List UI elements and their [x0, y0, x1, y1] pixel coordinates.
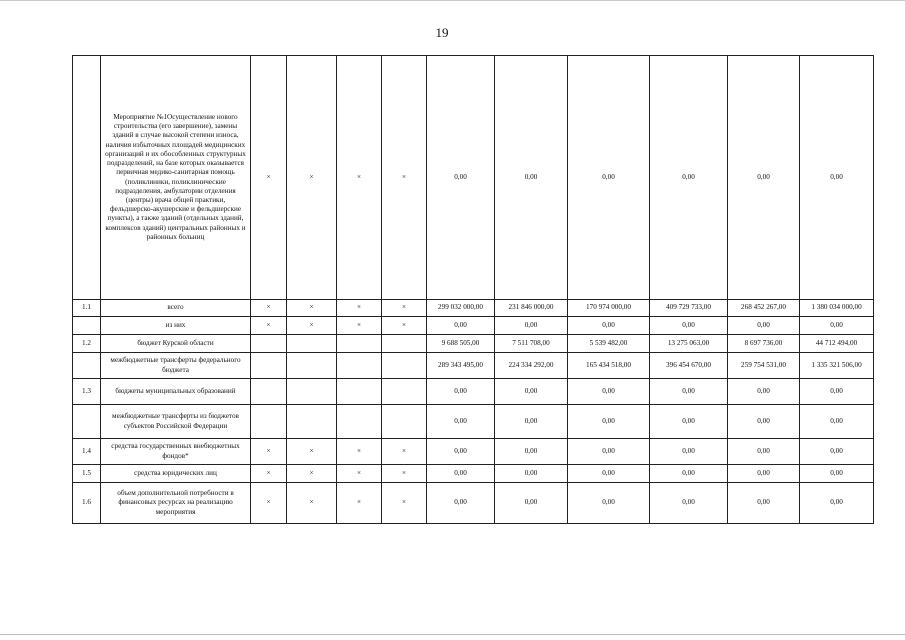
value-cell: 0,00 — [495, 405, 568, 439]
row-number-cell: 1.3 — [73, 379, 101, 405]
value-cell: 231 846 000,00 — [495, 300, 568, 317]
value-cell: 0,00 — [728, 405, 800, 439]
value-cell: 0,00 — [427, 379, 495, 405]
value-cell: 0,00 — [568, 56, 650, 300]
value-cell: 0,00 — [800, 405, 874, 439]
value-cell: 0,00 — [728, 465, 800, 483]
value-cell: 165 434 518,00 — [568, 353, 650, 379]
table-row — [73, 335, 874, 353]
row-label-cell: всего — [101, 300, 251, 317]
value-cell: 0,00 — [427, 405, 495, 439]
value-cell: 0,00 — [568, 465, 650, 483]
value-cell: 289 343 495,00 — [427, 353, 495, 379]
measure-title-cell: Мероприятие №1Осуществление нового строительства (его завершение), замены зданий в случае высокой степени износа, наличия избыточных площадей медицинских организаций и их обособленных структурных подразделений, на базе которых оказывается первичная медико-санитарная помощь (поликлиники, поликлинические подразделения, амбулатории отделения (центры) врача общей практики, фельдшерско-акушерские и фельдшерские пункты), а также зданий (отдельных зданий, комплексов зданий) центральных районных и районных больниц — [101, 56, 251, 300]
value-cell: 0,00 — [800, 483, 874, 524]
mark-cell: × — [251, 300, 287, 317]
table-row — [73, 465, 874, 483]
mark-cell: × — [382, 56, 427, 300]
value-cell: 0,00 — [495, 465, 568, 483]
value-cell: 7 511 708,00 — [495, 335, 568, 353]
value-cell: 0,00 — [728, 56, 800, 300]
value-cell: 0,00 — [728, 317, 800, 335]
value-cell: 268 452 267,00 — [728, 300, 800, 317]
mark-cell: × — [382, 483, 427, 524]
row-label-cell: объем дополнительной потребности в финансовых ресурсах на реализацию мероприятия — [101, 483, 251, 524]
value-cell: 299 032 000,00 — [427, 300, 495, 317]
value-cell: 0,00 — [650, 439, 728, 465]
mark-cell: × — [382, 465, 427, 483]
mark-cell — [251, 379, 287, 405]
table-row — [73, 439, 874, 465]
mark-cell: × — [337, 56, 382, 300]
bottom-border-line — [0, 634, 905, 635]
mark-cell — [251, 335, 287, 353]
mark-cell: × — [287, 300, 337, 317]
value-cell: 0,00 — [568, 405, 650, 439]
mark-cell: × — [251, 317, 287, 335]
value-cell: 224 334 292,00 — [495, 353, 568, 379]
mark-cell: × — [287, 317, 337, 335]
table-row — [73, 405, 874, 439]
mark-cell — [287, 353, 337, 379]
row-number-cell: 1.5 — [73, 465, 101, 483]
row-number-cell: 1.4 — [73, 439, 101, 465]
mark-cell: × — [251, 465, 287, 483]
value-cell: 8 697 736,00 — [728, 335, 800, 353]
row-label-cell: межбюджетные трансферты из бюджетов субъектов Российской Федерации — [101, 405, 251, 439]
value-cell: 0,00 — [800, 439, 874, 465]
mark-cell: × — [382, 439, 427, 465]
value-cell: 0,00 — [568, 483, 650, 524]
mark-cell — [287, 405, 337, 439]
value-cell: 0,00 — [495, 56, 568, 300]
value-cell: 0,00 — [427, 439, 495, 465]
value-cell: 170 974 000,00 — [568, 300, 650, 317]
value-cell: 0,00 — [800, 56, 874, 300]
table-row-measure-1 — [73, 56, 874, 300]
mark-cell: × — [251, 483, 287, 524]
value-cell: 0,00 — [800, 317, 874, 335]
value-cell: 5 539 482,00 — [568, 335, 650, 353]
mark-cell: × — [337, 317, 382, 335]
value-cell: 409 729 733,00 — [650, 300, 728, 317]
value-cell: 0,00 — [495, 379, 568, 405]
top-border-line — [0, 0, 905, 1]
table-row — [73, 353, 874, 379]
mark-cell — [382, 405, 427, 439]
value-cell: 0,00 — [495, 317, 568, 335]
value-cell: 259 754 531,00 — [728, 353, 800, 379]
value-cell: 1 335 321 506,00 — [800, 353, 874, 379]
value-cell: 0,00 — [427, 56, 495, 300]
table-row — [73, 483, 874, 524]
value-cell: 0,00 — [650, 56, 728, 300]
value-cell: 0,00 — [495, 483, 568, 524]
value-cell: 0,00 — [568, 439, 650, 465]
row-number-cell: 1.2 — [73, 335, 101, 353]
value-cell: 0,00 — [427, 317, 495, 335]
value-cell: 9 688 505,00 — [427, 335, 495, 353]
value-cell: 1 380 034 000,00 — [800, 300, 874, 317]
value-cell: 0,00 — [650, 379, 728, 405]
mark-cell: × — [287, 56, 337, 300]
row-label-cell: из них — [101, 317, 251, 335]
value-cell: 396 454 670,00 — [650, 353, 728, 379]
mark-cell — [337, 379, 382, 405]
value-cell: 0,00 — [800, 465, 874, 483]
mark-cell — [337, 405, 382, 439]
mark-cell: × — [287, 439, 337, 465]
mark-cell — [251, 353, 287, 379]
table-row — [73, 317, 874, 335]
row-label-cell: межбюджетные трансферты федерального бюджета — [101, 353, 251, 379]
value-cell: 0,00 — [650, 483, 728, 524]
row-number-cell: 1.1 — [73, 300, 101, 317]
mark-cell: × — [337, 439, 382, 465]
page-number: 19 — [435, 25, 449, 40]
mark-cell: × — [382, 300, 427, 317]
value-cell: 0,00 — [650, 405, 728, 439]
row-number-cell — [73, 405, 101, 439]
mark-cell — [382, 379, 427, 405]
value-cell: 0,00 — [427, 483, 495, 524]
row-label-cell: средства государственных внебюджетных фондов* — [101, 439, 251, 465]
table-row — [73, 300, 874, 317]
mark-cell: × — [337, 300, 382, 317]
row-number-cell: 1.6 — [73, 483, 101, 524]
value-cell: 0,00 — [427, 465, 495, 483]
mark-cell — [337, 353, 382, 379]
mark-cell: × — [337, 465, 382, 483]
value-cell: 0,00 — [728, 379, 800, 405]
mark-cell — [287, 335, 337, 353]
value-cell: 0,00 — [568, 379, 650, 405]
mark-cell — [382, 335, 427, 353]
financing-table — [72, 55, 874, 524]
value-cell: 0,00 — [800, 379, 874, 405]
row-number-cell — [73, 317, 101, 335]
mark-cell — [382, 353, 427, 379]
value-cell: 44 712 494,00 — [800, 335, 874, 353]
mark-cell — [337, 335, 382, 353]
row-number-cell — [73, 56, 101, 300]
value-cell: 13 275 063,00 — [650, 335, 728, 353]
value-cell: 0,00 — [728, 439, 800, 465]
mark-cell — [251, 405, 287, 439]
mark-cell: × — [337, 483, 382, 524]
value-cell: 0,00 — [728, 483, 800, 524]
mark-cell: × — [251, 56, 287, 300]
mark-cell: × — [251, 439, 287, 465]
row-label-cell: средства юридических лиц — [101, 465, 251, 483]
value-cell: 0,00 — [495, 439, 568, 465]
table-row — [73, 379, 874, 405]
value-cell: 0,00 — [650, 317, 728, 335]
value-cell: 0,00 — [568, 317, 650, 335]
row-number-cell — [73, 353, 101, 379]
mark-cell: × — [287, 483, 337, 524]
row-label-cell: бюджеты муниципальных образований — [101, 379, 251, 405]
mark-cell: × — [382, 317, 427, 335]
mark-cell — [287, 379, 337, 405]
mark-cell: × — [287, 465, 337, 483]
value-cell: 0,00 — [650, 465, 728, 483]
row-label-cell: бюджет Курской области — [101, 335, 251, 353]
